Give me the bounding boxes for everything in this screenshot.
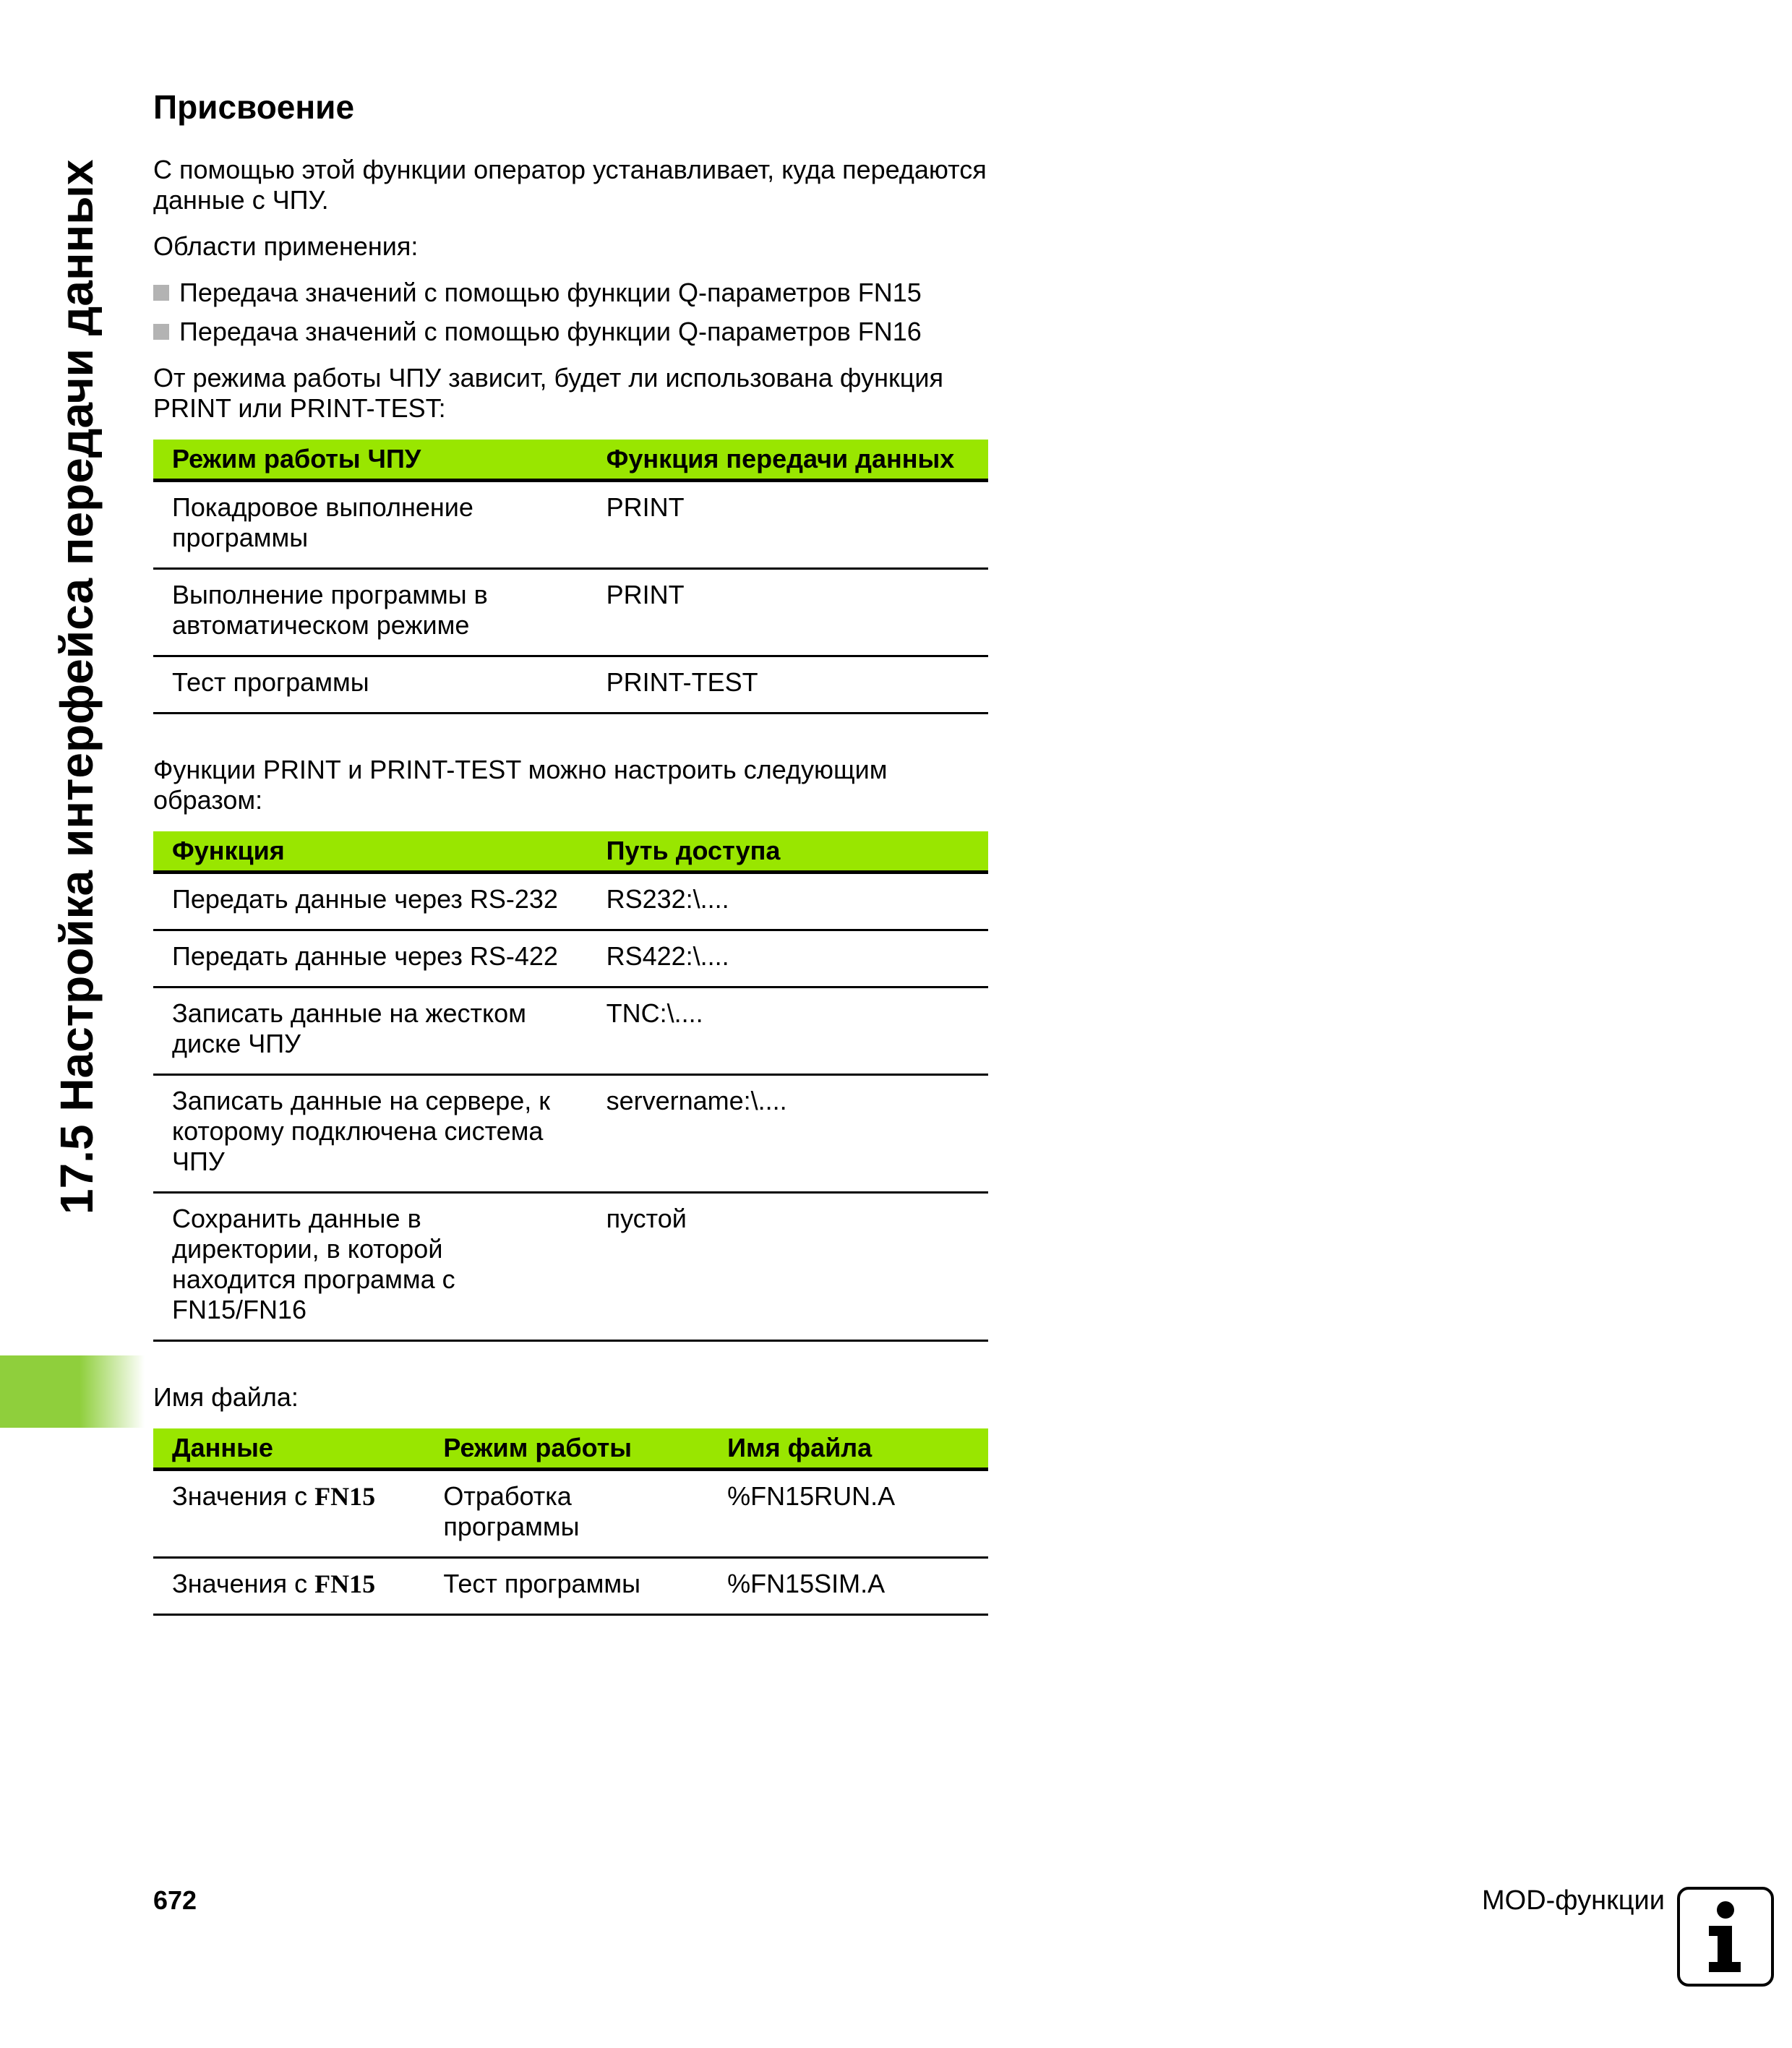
- table-row: [153, 1558, 988, 1615]
- bullet-square-icon: [153, 324, 169, 340]
- page-number: 672: [153, 1885, 197, 1915]
- table-row: [153, 1193, 988, 1341]
- applications-label: Области применения:: [153, 231, 419, 261]
- table-cell: PRINT-TEST: [588, 656, 988, 714]
- table-cell: Тест программы: [153, 656, 588, 714]
- table-cell: Отработка программы: [424, 1470, 708, 1558]
- table-cell: [153, 1470, 424, 1558]
- column-header: Режим работы ЧПУ: [153, 440, 588, 481]
- table-cell: PRINT: [588, 569, 988, 656]
- info-icon: [1677, 1887, 1774, 1987]
- data-prefix: Значения с: [172, 1481, 315, 1511]
- table-cell: [153, 1558, 424, 1615]
- list-item: [153, 317, 992, 347]
- section-title: Присвоение: [153, 88, 355, 126]
- table-cell: RS232:\....: [588, 873, 988, 930]
- info-icon-glyph: [1680, 1890, 1771, 1984]
- function-code: FN15: [314, 1482, 376, 1511]
- table-row: [153, 987, 988, 1075]
- table-row: [153, 873, 988, 930]
- bullet-square-icon: [153, 285, 169, 301]
- table-cell: PRINT: [588, 481, 988, 569]
- table-cell: пустой: [588, 1193, 988, 1341]
- filename-label: Имя файла:: [153, 1382, 299, 1412]
- data-prefix: Значения с: [172, 1569, 315, 1598]
- access-path-table: [153, 831, 988, 1342]
- column-header: Режим работы: [424, 1428, 708, 1470]
- chapter-side-title: 17.5 Настройка интерфейса передачи данных: [51, 159, 103, 1214]
- table-row: [153, 1075, 988, 1193]
- list-item-text: Передача значений с помощью функции Q-параметров FN15: [179, 278, 922, 307]
- main-content: [153, 87, 992, 1656]
- table-header-row: [153, 831, 988, 873]
- table-cell: RS422:\....: [588, 930, 988, 987]
- table-cell: %FN15RUN.A: [708, 1470, 988, 1558]
- mode-note: От режима работы ЧПУ зависит, будет ли использована функция PRINT или PRINT-TEST:: [153, 363, 943, 423]
- footer-section-label: MOD-функции: [1482, 1885, 1665, 1916]
- table-header-row: [153, 1428, 988, 1470]
- applications-list: [153, 278, 992, 347]
- config-note: Функции PRINT и PRINT-TEST можно настроить следующим образом:: [153, 755, 888, 815]
- table-cell: Тест программы: [424, 1558, 708, 1615]
- table-row: [153, 481, 988, 569]
- table-row: [153, 1470, 988, 1558]
- table-cell: Сохранить данные в директории, в которой находится программа с FN15/FN16: [153, 1193, 588, 1341]
- intro-paragraph: С помощью этой функции оператор устанавливает, куда передаются данные с ЧПУ.: [153, 155, 987, 215]
- filename-table: [153, 1428, 988, 1616]
- table-cell: Покадровое выполнение программы: [153, 481, 588, 569]
- column-header: Функция передачи данных: [588, 440, 988, 481]
- table-cell: %FN15SIM.A: [708, 1558, 988, 1615]
- table-cell: Выполнение программы в автоматическом режиме: [153, 569, 588, 656]
- table-header-row: [153, 440, 988, 481]
- table-cell: Записать данные на сервере, к которому подключена система ЧПУ: [153, 1075, 588, 1193]
- table-row: [153, 930, 988, 987]
- table-cell: Передать данные через RS-422: [153, 930, 588, 987]
- column-header: Путь доступа: [588, 831, 988, 873]
- table-row: [153, 569, 988, 656]
- column-header: Функция: [153, 831, 588, 873]
- table-row: [153, 656, 988, 714]
- table-cell: TNC:\....: [588, 987, 988, 1075]
- column-header: Данные: [153, 1428, 424, 1470]
- table-cell: Передать данные через RS-232: [153, 873, 588, 930]
- list-item-text: Передача значений с помощью функции Q-параметров FN16: [179, 317, 922, 346]
- function-code: FN15: [314, 1569, 376, 1598]
- mode-function-table: [153, 440, 988, 714]
- table-cell: servername:\....: [588, 1075, 988, 1193]
- table-cell: Записать данные на жестком диске ЧПУ: [153, 987, 588, 1075]
- list-item: [153, 278, 992, 308]
- column-header: Имя файла: [708, 1428, 988, 1470]
- chapter-tab-marker: [0, 1355, 145, 1428]
